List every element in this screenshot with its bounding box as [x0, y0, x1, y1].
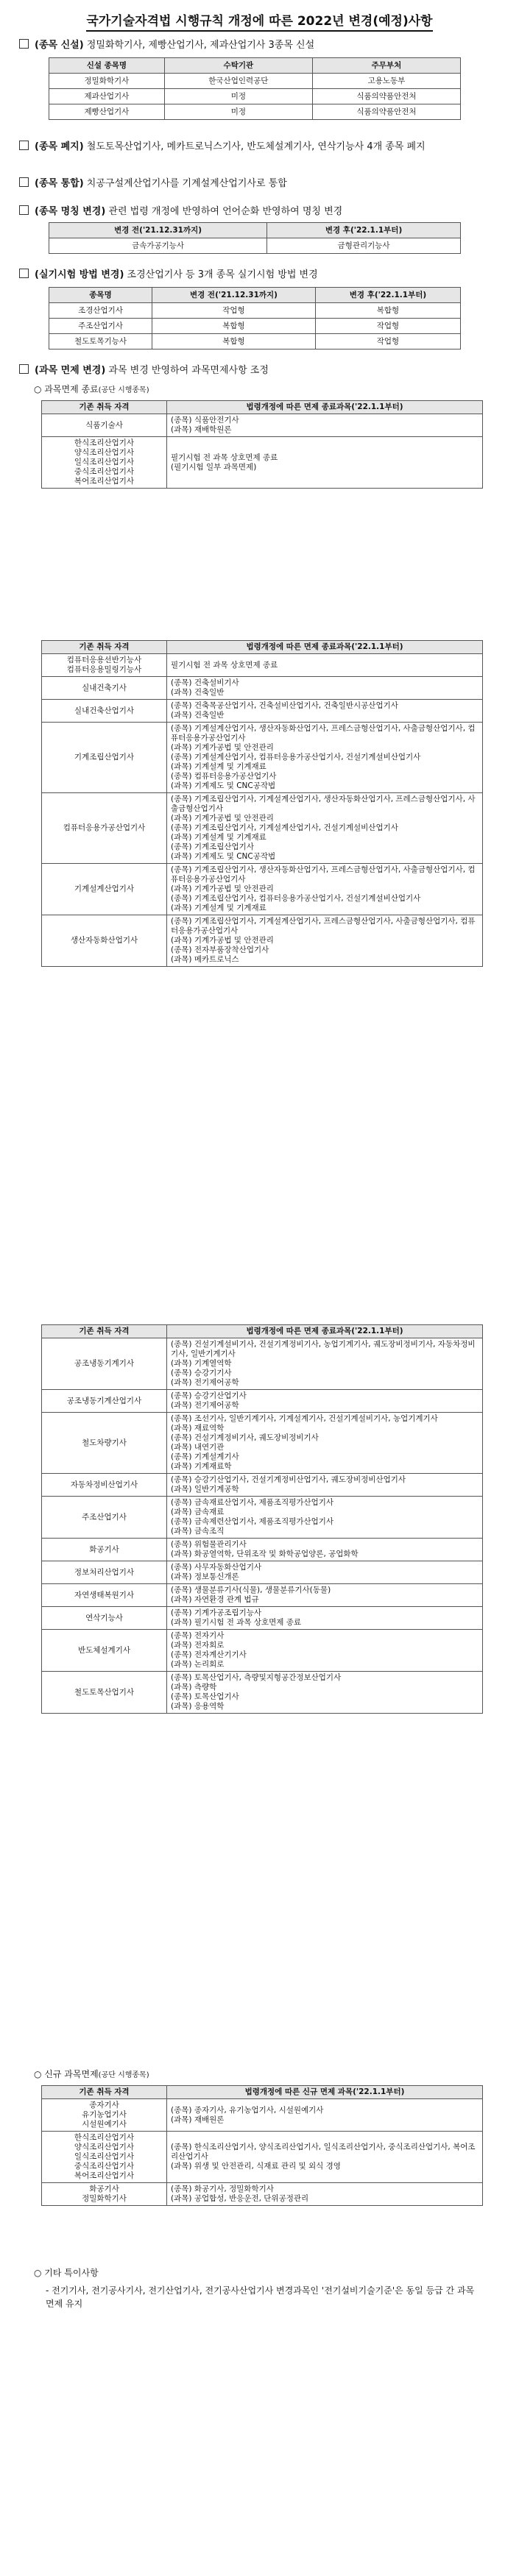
- table-row: [42, 1474, 483, 1497]
- table-cell: 제과산업기사: [49, 89, 165, 104]
- new-exempt-subtitle: ○ 신규 과목면제(공단 시행종목): [34, 2069, 149, 2079]
- table-cell: 작업형: [315, 334, 460, 350]
- table-row: [42, 437, 483, 489]
- subject-cell: (종목) 종자기사, 유기농업기사, 시설원예기사 (과목) 재배원론: [167, 2099, 483, 2132]
- subject-cell: (종목) 건설기계설비기사, 건설기계정비기사, 농업기계기사, 궤도장비정비기사, 자동차정비기사, 일반기계기사 (과목) 기계열역학 (종목) 승강기기사 (과목) 전기제어공학: [167, 1338, 483, 1390]
- table-row: [42, 1413, 483, 1474]
- subject-cell: (종목) 건축목공산업기사, 건축설비산업기사, 건축일반시공산업기사 (과목) 건축일반: [167, 700, 483, 723]
- subject-cell: (종목) 조선기사, 일반기계기사, 기계설계기사, 건설기계설비기사, 농업기계기사 (과목) 재료역학 (종목) 건설기계정비기사, 궤도장비정비기사 (과목) 내연기관 (종목) 기계설계기사 (과목) 기계재료학: [167, 1413, 483, 1474]
- table-cell: 변경 전('21.12.31까지): [49, 223, 267, 238]
- checkbox-icon: [19, 177, 29, 187]
- table-row: [42, 654, 483, 677]
- table-row: [42, 793, 483, 864]
- qualification-cell: 자연생태복원기사: [42, 1584, 167, 1607]
- qualification-cell: 주조산업기사: [42, 1497, 167, 1539]
- table-cell: 기존 취득 자격: [42, 2086, 167, 2099]
- table-cell: 미정: [164, 89, 312, 104]
- other-subtitle: ○ 기타 특이사항: [34, 2268, 99, 2278]
- table-cell: 금형관리기능사: [267, 238, 461, 254]
- table-row: [42, 677, 483, 700]
- table-cell: 금속가공기능사: [49, 238, 267, 254]
- qualification-cell: 공조냉동기계기사: [42, 1338, 167, 1390]
- qualification-cell: 식품기술사: [42, 414, 167, 437]
- table-cell: 법령개정에 따른 면제 종료과목('22.1.1부터): [167, 1325, 483, 1338]
- qualification-cell: 공조냉동기계산업기사: [42, 1390, 167, 1413]
- subject-cell: (종목) 한식조리산업기사, 양식조리산업기사, 일식조리산업기사, 중식조리산업기사, 복어조리산업기사 (과목) 위생 및 안전관리, 식재료 관리 및 외식 경영: [167, 2132, 483, 2183]
- qualification-cell: 실내건축산업기사: [42, 700, 167, 723]
- table-cell: 복합형: [315, 303, 460, 319]
- subject-cell: (종목) 전자기사 (과목) 전자회로 (종목) 전자계산기기사 (과목) 논리회로: [167, 1630, 483, 1672]
- table-new-exempt: [41, 2085, 483, 2206]
- table-cell: 작업형: [315, 319, 460, 334]
- table-row: [42, 1672, 483, 1714]
- checkbox-icon: [19, 205, 29, 215]
- subject-cell: (종목) 승강기산업기사, 건설기계정비산업기사, 궤도장비정비산업기사 (과목) 일반기계공학: [167, 1474, 483, 1497]
- table-cell: 식품의약품안전처: [312, 89, 460, 104]
- table-cell: 주무부처: [312, 58, 460, 74]
- subject-cell: (종목) 생물분류기사(식물), 생물분류기사(동물) (과목) 자연환경 관계 법규: [167, 1584, 483, 1607]
- table-new-items: [49, 57, 461, 120]
- table-exempt-3: [41, 1324, 483, 1714]
- qualification-cell: 반도체설계기사: [42, 1630, 167, 1672]
- qualification-cell: 기계설계산업기사: [42, 864, 167, 915]
- subject-cell: (종목) 기계가공조립기능사 (과목) 필기시험 전 과목 상호면제 종료: [167, 1607, 483, 1630]
- table-row: [42, 1539, 483, 1561]
- qualification-cell: 컴퓨터응용가공산업기사: [42, 793, 167, 864]
- page-title: 국가기술자격법 시행규칙 개정에 따른 2022년 변경(예정)사항: [0, 10, 519, 29]
- qualification-cell: 컴퓨터응용선반기능사 컴퓨터응용밀링기능사: [42, 654, 167, 677]
- table-cell: 기존 취득 자격: [42, 1325, 167, 1338]
- table-cell: 제빵산업기사: [49, 104, 165, 120]
- table-cell: 변경 후('22.1.1부터): [315, 288, 460, 303]
- qualification-cell: 정보처리산업기사: [42, 1561, 167, 1584]
- qualification-cell: 철도차량기사: [42, 1413, 167, 1474]
- other-note: - 전기기사, 전기공사기사, 전기산업기사, 전기공사산업기사 변경과목인 '전기설비기술기준'은 동일 등급 간 과목면제 유지: [46, 2285, 475, 2309]
- table-cell: 미정: [164, 104, 312, 120]
- table-cell: 고용노동부: [312, 74, 460, 89]
- table-exempt-1: [41, 400, 483, 489]
- table-row: [42, 2183, 483, 2206]
- table-row: [42, 864, 483, 915]
- section-new: (종목 신설) 정밀화학기사, 제빵산업기사, 제과산업기사 3종목 신설: [19, 38, 490, 53]
- qualification-cell: 화공기사 정밀화학기사: [42, 2183, 167, 2206]
- table-cell: 법령개정에 따른 면제 종료과목('22.1.1부터): [167, 401, 483, 414]
- table-cell: 신설 종목명: [49, 58, 165, 74]
- subject-cell: (종목) 기계설계산업기사, 생산자동화산업기사, 프레스금형산업기사, 사출금형산업기사, 컴퓨터응용가공산업기사 (과목) 기계가공법 및 안전관리 (종목) 기계설계산업기사, 컴퓨터응용가공산업기사, 건설기계설비산업기사 (과목) 기계설계 및 기계재료 (종목) 컴퓨터응용가공산업기사 (과목) 기계제도 및 CNC공작법: [167, 723, 483, 793]
- subject-cell: (종목) 사무자동화산업기사 (과목) 정보통신개론: [167, 1561, 483, 1584]
- subject-cell: (종목) 건축설비기사 (과목) 건축일반: [167, 677, 483, 700]
- checkbox-icon: [19, 141, 29, 150]
- subject-cell: (종목) 승강기산업기사 (과목) 전기제어공학: [167, 1390, 483, 1413]
- section-rename: (종목 명칭 변경) 관련 법령 개정에 반영하여 언어순화 반영하여 명칭 변경: [19, 205, 490, 219]
- table-cell: 변경 후('22.1.1부터): [267, 223, 461, 238]
- table-cell: 철도토목기능사: [49, 334, 152, 350]
- subject-cell: (종목) 위험물관리기사 (과목) 화공열역학, 단위조작 및 화학공업양론, 공업화학: [167, 1539, 483, 1561]
- table-cell: 수탁기관: [164, 58, 312, 74]
- table-cell: 변경 전('21.12.31까지): [152, 288, 316, 303]
- table-rename: [49, 222, 461, 254]
- table-cell: 복합형: [152, 334, 316, 350]
- exempt-subtitle: ○ 과목면제 종료(공단 시행종목): [34, 384, 149, 394]
- table-row: [42, 723, 483, 793]
- table-practical: [49, 287, 461, 350]
- table-row: [42, 1497, 483, 1539]
- table-row: [42, 1338, 483, 1390]
- table-cell: 작업형: [152, 303, 316, 319]
- subject-cell: (종목) 기계조립산업기사, 생산자동화산업기사, 프레스금형산업기사, 사출금형산업기사, 컴퓨터응용가공산업기사 (과목) 기계가공법 및 안전관리 (종목) 기계조립산업기사, 컴퓨터응용가공산업기사, 건설기계설비산업기사 (과목) 기계설계 및 기계재료: [167, 864, 483, 915]
- section-merge: (종목 통합) 치공구설계산업기사를 기계설계산업기사로 통합: [19, 177, 490, 191]
- section-abolish: (종목 폐지) 철도토목산업기사, 메카트로닉스기사, 반도체설계기사, 연삭기능사 4개 종목 폐지: [19, 140, 490, 155]
- table-row: [42, 2099, 483, 2132]
- table-cell: 식품의약품안전처: [312, 104, 460, 120]
- subject-cell: (종목) 금속재료산업기사, 제품조직평가산업기사 (과목) 금속재료 (종목) 금속제련산업기사, 제품조직평가산업기사 (과목) 금속조직: [167, 1497, 483, 1539]
- qualification-cell: 자동차정비산업기사: [42, 1474, 167, 1497]
- table-cell: 정밀화학기사: [49, 74, 165, 89]
- qualification-cell: 한식조리산업기사 양식조리산업기사 일식조리산업기사 중식조리산업기사 복어조리산업기사: [42, 437, 167, 489]
- table-exempt-2: [41, 640, 483, 967]
- section-practical: (실기시험 방법 변경) 조경산업기사 등 3개 종목 실기시험 방법 변경: [19, 268, 490, 283]
- qualification-cell: 생산자동화산업기사: [42, 915, 167, 967]
- table-row: [42, 1584, 483, 1607]
- table-cell: 주조산업기사: [49, 319, 152, 334]
- qualification-cell: 기계조립산업기사: [42, 723, 167, 793]
- subject-cell: (종목) 토목산업기사, 측량및지형공간정보산업기사 (과목) 측량학 (종목) 토목산업기사 (과목) 응용역학: [167, 1672, 483, 1714]
- subject-cell: (종목) 화공기사, 정밀화학기사 (과목) 공업합성, 반응운전, 단위공정관리: [167, 2183, 483, 2206]
- table-row: [42, 1561, 483, 1584]
- checkbox-icon: [19, 39, 29, 49]
- qualification-cell: 연삭기능사: [42, 1607, 167, 1630]
- subject-cell: 필기시험 전 과목 상호면제 종료: [167, 654, 483, 677]
- subject-cell: (종목) 식품안전기사 (과목) 재배학원론: [167, 414, 483, 437]
- table-row: [42, 1630, 483, 1672]
- table-row: [42, 700, 483, 723]
- table-row: [42, 1390, 483, 1413]
- subject-cell: 필기시험 전 과목 상호면제 종료 (필기시험 일부 과목면제): [167, 437, 483, 489]
- table-cell: 종목명: [49, 288, 152, 303]
- checkbox-icon: [19, 269, 29, 278]
- table-row: [42, 2132, 483, 2183]
- qualification-cell: 실내건축기사: [42, 677, 167, 700]
- qualification-cell: 한식조리산업기사 양식조리산업기사 일식조리산업기사 중식조리산업기사 복어조리산업기사: [42, 2132, 167, 2183]
- table-cell: 기존 취득 자격: [42, 401, 167, 414]
- table-row: [42, 414, 483, 437]
- checkbox-icon: [19, 364, 29, 374]
- table-row: [42, 1607, 483, 1630]
- table-cell: 조경산업기사: [49, 303, 152, 319]
- qualification-cell: 철도토목산업기사: [42, 1672, 167, 1714]
- table-cell: 기존 취득 자격: [42, 641, 167, 654]
- qualification-cell: 종자기사 유기농업기사 시설원예기사: [42, 2099, 167, 2132]
- section-exempt: (과목 면제 변경) 과목 변경 반영하여 과목면제사항 조정: [19, 363, 490, 378]
- qualification-cell: 화공기사: [42, 1539, 167, 1561]
- table-cell: 법령개정에 따른 신규 면제 과목('22.1.1부터): [167, 2086, 483, 2099]
- table-cell: 법령개정에 따른 면제 종료과목('22.1.1부터): [167, 641, 483, 654]
- table-cell: 한국산업인력공단: [164, 74, 312, 89]
- subject-cell: (종목) 기계조립산업기사, 기계설계산업기사, 프레스금형산업기사, 사출금형산업기사, 컴퓨터응용가공산업기사 (과목) 기계가공법 및 안전관리 (종목) 전자부품장착산업기사 (과목) 메카트로닉스: [167, 915, 483, 967]
- subject-cell: (종목) 기계조립산업기사, 기계설계산업기사, 생산자동화산업기사, 프레스금형산업기사, 사출금형산업기사 (과목) 기계가공법 및 안전관리 (종목) 기계조립산업기사, 기계설계산업기사, 건설기계설비산업기사 (과목) 기계설계 및 기계재료 (종목) 기계조립산업기사 (과목) 기계제도 및 CNC공작법: [167, 793, 483, 864]
- table-cell: 복합형: [152, 319, 316, 334]
- table-row: [42, 915, 483, 967]
